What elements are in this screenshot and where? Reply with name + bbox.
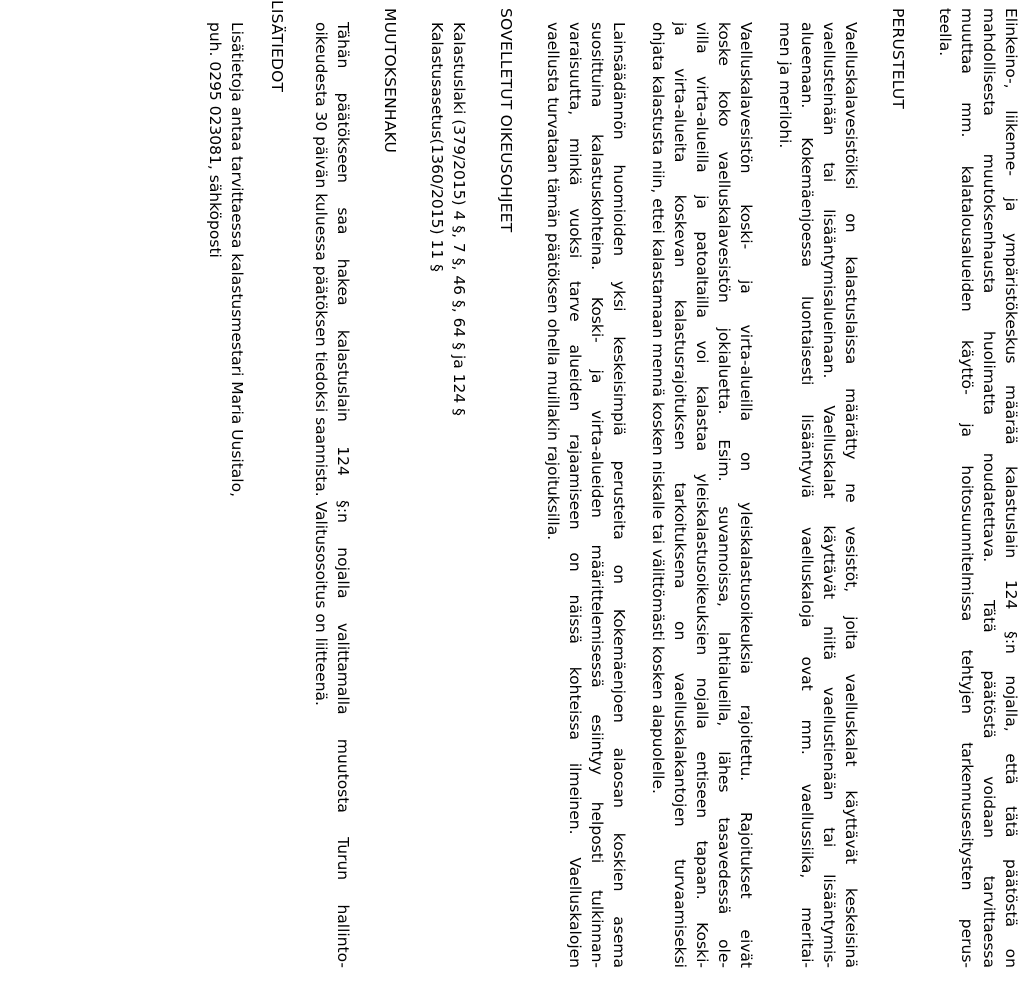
text-line: Vaelluskalavesistöiksi on kalastuslaissa määrätty ne vesistöt, joita vaelluskalat käyttävät keskeisinä — [842, 22, 860, 968]
text-line: ohjata kalastusta niin, ettei kalastamaan mennä kosken niskalle tai välittömästi kosken alapuolelle. — [649, 22, 667, 794]
perustelut-paragraph-2 — [647, 22, 757, 983]
section-heading-perustelut: PERUSTELUT — [889, 8, 907, 110]
text-line: mahdollisesta muutoksenhausta huolimatta noudatettava. Tätä päätöstä voidaan tarvittaessa — [980, 8, 998, 968]
section-heading-sovelletut: SOVELLETUT OIKEUSOHJEET — [497, 8, 515, 233]
text-line: puh. 0295 023081, sähköposti — [206, 22, 224, 258]
text-line: Lisätietoja antaa tarvittaessa kalastusmestari Maria Uusitalo, — [228, 22, 246, 498]
text-line: Elinkeino-, liikenne- ja ympäristökeskus määrää kalastuslain 124 §:n nojalla, että tätä päätöstä on — [1002, 8, 1020, 968]
sovelletut-section — [426, 8, 470, 983]
text-line: Tähän päätökseen saa hakea kalastuslain 124 §:n nojalla valittamalla muutosta Turun hallinto- — [334, 22, 352, 968]
text-line: men ja merilohi. — [776, 22, 794, 149]
text-line: Lainsäädännön huomioiden yksi keskeisimpiä perusteita on Kokemäenjoen alaosan koskien asema — [610, 22, 628, 968]
perustelut-paragraph-1 — [774, 22, 862, 983]
intro-paragraph — [934, 8, 1022, 983]
paragraph-gap — [757, 22, 774, 983]
text-line: muuttaa mm. kalatalousalueiden käyttö- ja hoitosuunnitelmissa tehtyjen tarkennusesitysten perus- — [958, 8, 976, 968]
lisatiedot-section — [204, 8, 248, 983]
text-line: Vaelluskalavesistön koski- ja virta-alueilla on yleiskalastusoikeuksia rajoitettu. Rajoitukset eivät — [737, 22, 755, 968]
text-line: villa virta-alueilla ja patoaltailla voi kalastaa yleiskalastusoikeuksien nojalla entiseen tapaan. Koski- — [693, 22, 711, 968]
section-heading-lisatiedot: LISÄTIEDOT — [268, 0, 286, 93]
muutoksenhaku-section — [310, 8, 354, 983]
text-line: vaellusta turvataan tämän päätöksen ohella muillakin rajoituksilla. — [544, 22, 562, 541]
text-line: ja virta-alueita koskevan kalastusrajoituksen tarkoituksena on vaelluskalakantojen turvaamiseksi — [671, 22, 689, 968]
text-line: varaisuutta, minkä vuoksi tarve alueiden rajaamiseen on näissä kohteissa ilmeinen. Vaelluskalojen — [566, 22, 584, 968]
text-line: oikeudesta 30 päivän kuluessa päätöksen tiedoksi saannista. Valitusosoitus on liitteenä. — [312, 22, 330, 706]
text-line: vaellusteinään tai lisääntymisalueinaan. Vaelluskalat käyttävät niitä vaellustienään tai lisääntymis- — [820, 22, 838, 968]
text-line: suosittuina kalastuskohteina. Koski- ja virta-alueiden määrittelemisessä esiintyy helposti tulkinnan- — [588, 22, 606, 968]
perustelut-paragraph-3 — [542, 22, 630, 983]
section-heading-muutoksenhaku: MUUTOKSENHAKU — [381, 8, 399, 154]
perustelut-section — [542, 8, 862, 983]
text-line: koske koko vaelluskalavesistön jokialuetta. Esim. suvannoissa, lahtialueilla, lähes tasavedessä ole- — [715, 22, 733, 968]
text-line: Kalastusasetus(1360/2015) 11 § — [428, 22, 446, 272]
paragraph-gap — [630, 22, 647, 983]
text-line: Kalastuslaki (379/2015) 4 §, 7 §, 46 §, 64 § ja 124 § — [450, 22, 468, 416]
text-line: alueenaan. Kokemäenjoessa luontaisesti lisääntyviä vaelluskaloja ovat mm. vaellussiika, meritai- — [798, 22, 816, 968]
text-line: teella. — [936, 8, 954, 57]
